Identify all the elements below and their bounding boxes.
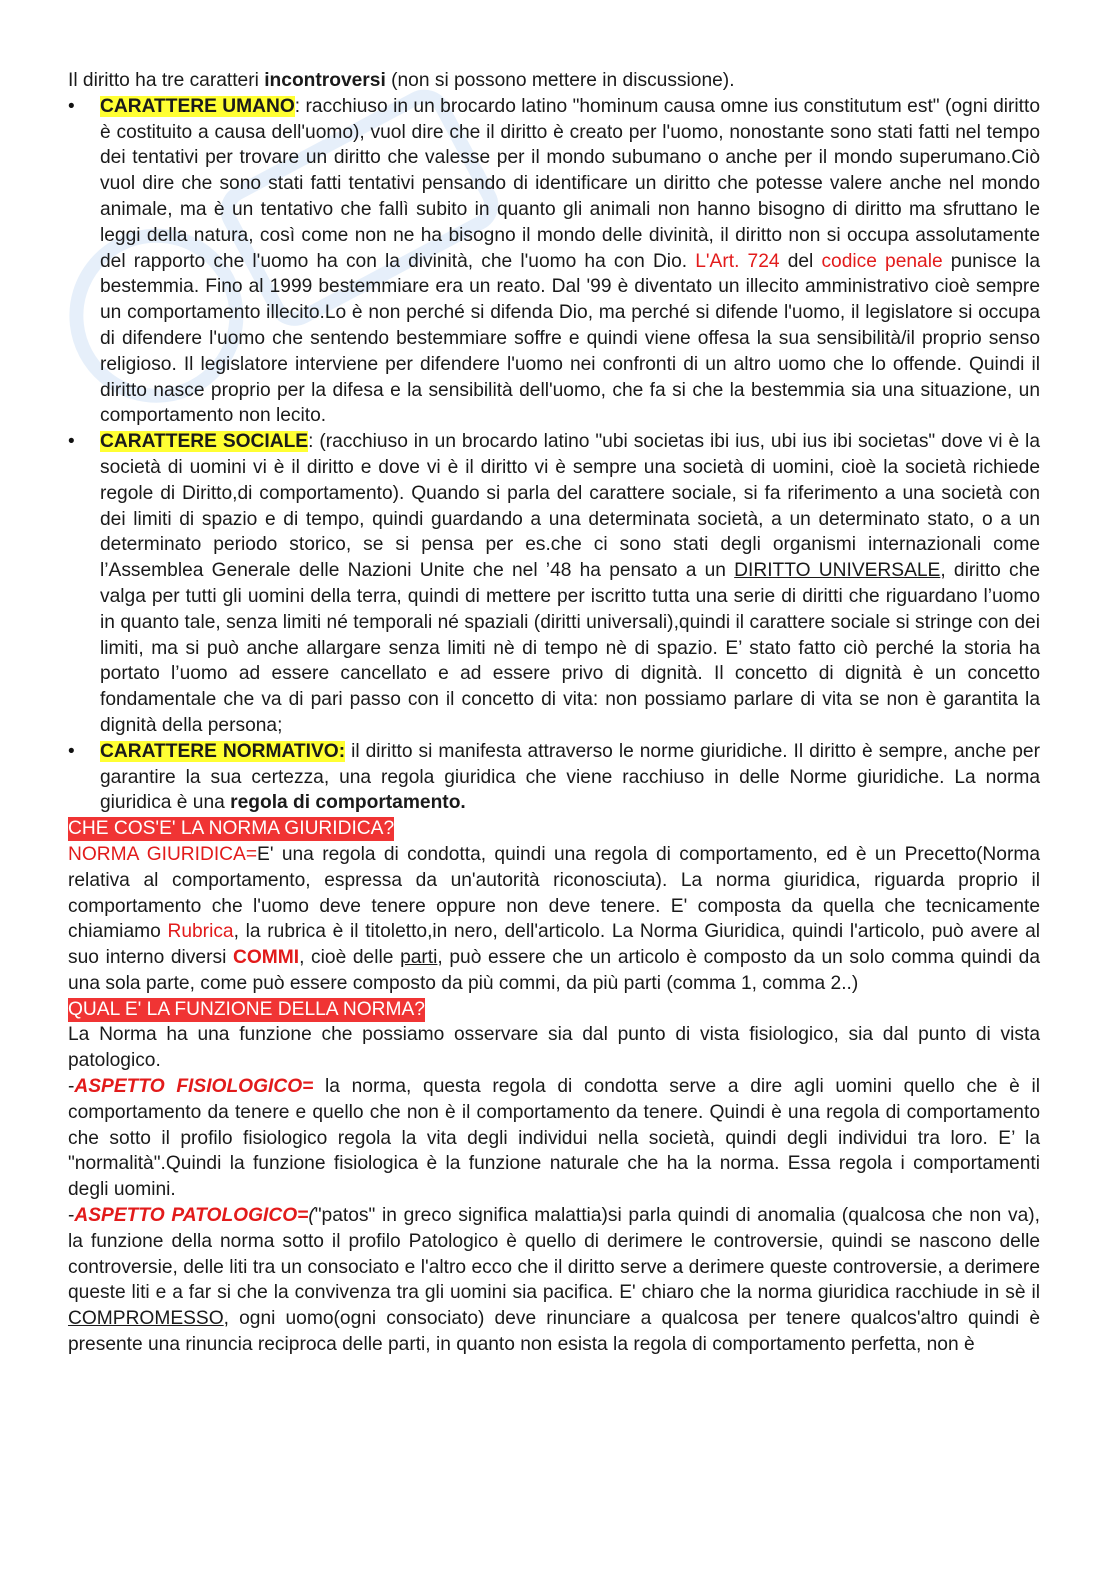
term-commi: COMMI — [232, 947, 300, 969]
label-carattere-normativo: CARATTERE NORMATIVO: — [100, 740, 346, 762]
link-codice-penale: codice penale — [821, 250, 943, 272]
diritto-universale-term: DIRITTO UNIVERSALE — [734, 560, 941, 582]
term-rubrica: Rubrica — [167, 921, 234, 943]
paragraph-aspetto-fisiologico: -ASPETTO FISIOLOGICO= la norma, questa regola di condotta serve a dire agli uomini quello che è il comportamento da tenere e quello che non è il comportamento da tenere. Quindi è una regola di comportamento che sotto il profilo fisiologico regola la vita degli individui nella società, quindi degli individui tra loro. E’ la "normalità".Quindi la funzione fisiologica è la funzione naturale che ha la norma. Essa regola i comportamenti degli uomini. — [68, 1076, 1040, 1201]
label-carattere-umano: CARATTERE UMANO — [100, 95, 295, 117]
heading-funzione-norma: QUAL E' LA FUNZIONE DELLA NORMA? — [68, 998, 425, 1020]
list-item-carattere-normativo: • CARATTERE NORMATIVO: il diritto si manifesta attraverso le norme giuridiche. Il diritto è sempre, anche per garantire la sua certezza, una regola giuridica che viene racchiuso in delle Norme giuridiche. La norma giuridica è una regola di comportamento. — [68, 739, 1040, 816]
term-compromesso: COMPROMESSO — [68, 1308, 224, 1330]
list-item-carattere-sociale: • CARATTERE SOCIALE: (racchiuso in un brocardo latino "ubi societas ibi ius, ubi ius ibi societas" dove vi è la società di uomini vi è il diritto e dove vi è il diritto vi è sempre una società di uomini, cioè la società richiede regole di Diritto,di comportamento). Quando si parla del carattere sociale, si fa riferimento a una società con dei limiti di spazio e di tempo, quindi guardando a una determinata società, a un determinato stato, o a un determinato periodo storico, se si pensa per es.che ci sono stati degli organismi internazionali come l’Assemblea Generale delle Nazioni Unite che nel ’48 ha pensato a un DIRITTO UNIVERSALE, diritto che valga per tutti gli uomini della terra, quindi di mettere per iscritto tutta una serie di diritti che riguardano l’uomo in quanto tale, senza limiti né temporali né spaziali (diritti universali),quindi il carattere sociale si stringe con dei limiti, ma si può anche allargare senza limiti nè di tempo nè di spazio. E’ stato fatto ciò perché la storia ha portato l’uomo ad essere cancellato e ad essere privo di dignità. Il concetto di dignità è un concetto fondamentale che va di pari passo con il concetto di vita: non possiamo parlare di vita se non è garantita la dignità della persona; — [68, 429, 1040, 739]
intro-paragraph: Il diritto ha tre caratteri incontroversi (non si possono mettere in discussione). — [68, 70, 735, 91]
document-page — [68, 68, 1040, 1358]
characters-list — [68, 94, 1040, 816]
paragraph-norma-giuridica: NORMA GIURIDICA=E' una regola di condotta, quindi una regola di comportamento, ed è un Precetto(Norma relativa al comportamento, espressa da un'autorità riconosciuta). La norma giuridica, riguarda proprio il comportamento che l'uomo deve tenere oppure non deve tenere. E' composta da quella che tecnicamente chiamiamo Rubrica, la rubrica è il titoletto,in nero, dell'articolo. La Norma Giuridica, quindi l'articolo, può avere al suo interno diversi COMMI, cioè delle parti, può essere che un articolo è composto da un solo comma quindi da una sola parte, come può essere composto da più commi, da più parti (comma 1, comma 2..) — [68, 843, 1041, 994]
list-item-carattere-umano: • CARATTERE UMANO: racchiuso in un brocardo latino "hominum causa omne ius constitutum est" (ogni diritto è costituito a causa dell'uomo), vuol dire che il diritto è creato per l'uomo, nonostante sono stati fatti nel tempo dei tentativi per trovare un diritto che valesse per il mondo subumano o anche per il mondo superumano.Ciò vuol dire che sono stati fatti tentativi pensando di identificare un diritto che potesse valere anche nel mondo animale, ma è un tentativo che fallì subito in quanto gli animali non hanno bisogno di diritto ma sfruttano le leggi della natura, così come non ne ha bisogno il mondo delle divinità, il diritto non si occupa assolutamente del rapporto che l'uomo ha con la divinità, che l'uomo ha con Dio. L'Art. 724 del codice penale punisce la bestemmia. Fino al 1999 bestemmiare era un reato. Dal '99 è diventato un illecito amministrativo cioè sempre un comportamento illecito.Lo è non perché si difenda Dio, ma perché si difende l'uomo, il legislatore si occupa di difendere l'uomo che sentendo bestemmiare soffre e quindi viene offesa la sua sensibilità/il proprio senso religioso. Il legislatore interviene per difendere l'uomo nei confronti di un altro uomo che lo offende. Quindi il diritto nasce proprio per la difesa e la sensibilità dell'uomo, che fa si che la bestemmia sia una situazione, un comportamento non lecito. — [68, 94, 1040, 429]
heading-norma-giuridica: CHE COS'E' LA NORMA GIURIDICA? — [68, 818, 395, 840]
paragraph-funzione: La Norma ha una funzione che possiamo osservare sia dal punto di vista fisiologico, sia dal punto di vista patologico. — [68, 1024, 1040, 1072]
paragraph-aspetto-patologico: -ASPETTO PATOLOGICO=("patos" in greco significa malattia)si parla quindi di anomalia (qualcosa che non va), la funzione della norma sotto il profilo Patologico è quello di derimere le controversie, quindi se nascono delle controversie, delle liti tra un consociato e l'altro ecco che il diritto serve a derimere queste controversie, a derimere queste liti e a far si che la convivenza tra gli uomini sia pacifica. E' chiaro che la norma giuridica racchiude in sè il COMPROMESSO, ogni uomo(ogni consociato) deve rinunciare a qualcosa per tenere qualcos'altro quindi è presente una rinuncia reciproca delle parti, in quanto non esista la regola di comportamento perfetta, non è — [68, 1205, 1040, 1356]
label-carattere-sociale: CARATTERE SOCIALE — [100, 431, 309, 453]
link-art-724: L'Art. 724 — [695, 250, 780, 272]
term-parti: parti — [400, 947, 438, 969]
